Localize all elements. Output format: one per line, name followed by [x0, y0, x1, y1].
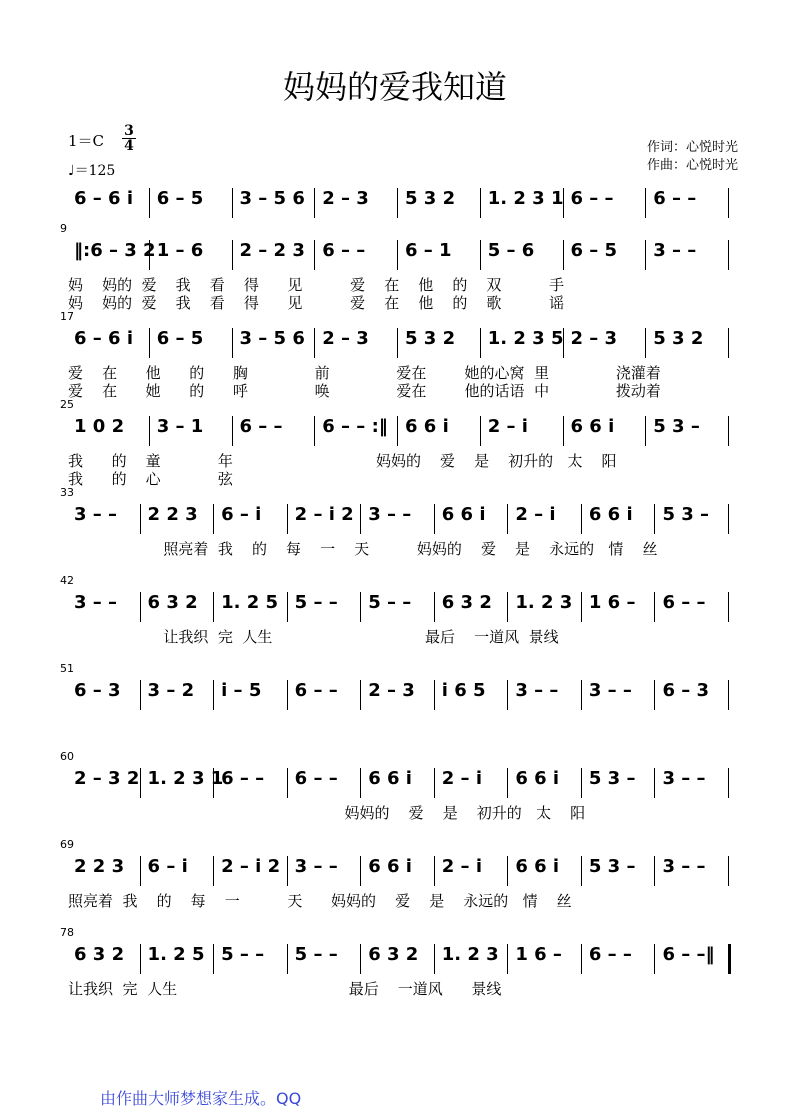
score-system: [68, 328, 730, 358]
score-system: [68, 768, 730, 798]
barline: [507, 592, 508, 622]
barline: [213, 768, 214, 798]
barline: [287, 504, 288, 534]
measure-notes: 6 6 i: [515, 856, 560, 877]
measure-notes: 6 – –: [294, 680, 338, 701]
lyric-line: 爱 在 她 的 呼 唤 爱在 他的话语 中 拨动着: [68, 382, 661, 400]
measure-notes: 6 – 6 i: [74, 188, 134, 209]
barline: [287, 944, 288, 974]
measure-notes: 1 6 –: [515, 944, 562, 965]
measure-notes: 3 – –: [515, 680, 559, 701]
barline: [581, 680, 582, 710]
barline: [507, 504, 508, 534]
measure-notes: 6 3 2: [368, 944, 419, 965]
barline: [728, 944, 731, 974]
measure-notes: 6 6 i: [515, 768, 560, 789]
measure-number: 42: [60, 574, 74, 587]
measure-number: 17: [60, 310, 74, 323]
barline: [645, 188, 646, 218]
measure-notes: 2 – i: [515, 504, 556, 525]
barline: [140, 504, 141, 534]
measure-notes: 1 6 –: [588, 592, 636, 613]
barline: [287, 680, 288, 710]
measure-notes: 3 – 1: [156, 416, 204, 437]
barline: [140, 768, 141, 798]
barline: [654, 504, 655, 534]
barline: [314, 240, 315, 270]
barline: [645, 416, 646, 446]
measure-notes: 3 – 5 6: [239, 188, 305, 209]
barline: [581, 768, 582, 798]
measure-notes: 6 6 i: [368, 856, 412, 877]
measure-notes: 3 – –: [588, 680, 632, 701]
barline: [563, 240, 564, 270]
measure-notes: 5 3 –: [653, 416, 700, 437]
barline: [581, 856, 582, 886]
measure-notes: 2 2 3: [147, 504, 198, 525]
measure-notes: 6 – 6 i: [74, 328, 134, 349]
measure-number: 51: [60, 662, 74, 675]
score-system: [68, 944, 730, 974]
lyric-line: 我 的 心 弦: [68, 470, 233, 488]
score-system: [68, 680, 730, 710]
barline: [213, 944, 214, 974]
barline: [434, 768, 435, 798]
lyric-line: 我 的 童 年 妈妈的 爱 是 初升的 太 阳: [68, 452, 617, 470]
barline: [149, 240, 150, 270]
barline: [728, 188, 729, 218]
score-system: [68, 592, 730, 622]
lyric-line: 让我织 完 人生 最后 一道风 景线: [68, 980, 502, 998]
measure-notes: 2 – 3: [368, 680, 415, 701]
measure-notes: 1. 2 3 5: [487, 328, 564, 349]
measure-notes: 6 – –: [570, 188, 614, 209]
barline: [645, 328, 646, 358]
barline: [563, 328, 564, 358]
measure-notes: 2 2 3: [74, 856, 125, 877]
barline: [360, 768, 361, 798]
measure-notes: 2 – i: [441, 856, 482, 877]
barline: [581, 592, 582, 622]
lyric-line: 妈妈的 爱 是 初升的 太 阳: [68, 804, 586, 822]
barline: [397, 240, 398, 270]
measure-notes: 6 – 1: [405, 240, 452, 261]
measure-number: 9: [60, 222, 67, 235]
tempo-marking: [68, 160, 115, 180]
measure-notes: 1 0 2: [74, 416, 125, 437]
measure-number: 60: [60, 750, 74, 763]
measure-notes: 2 – i: [441, 768, 482, 789]
measure-notes: 3 – 5 6: [239, 328, 305, 349]
barline: [397, 416, 398, 446]
barline: [507, 768, 508, 798]
measure-notes: 6 – 5: [570, 240, 618, 261]
tempo-value: ＝125: [74, 163, 116, 179]
barline: [213, 680, 214, 710]
measure-notes: 6 – –‖: [662, 944, 715, 965]
lyric-line: 妈 妈的 爱 我 看 得 见 爱 在 他 的 双 手: [68, 276, 565, 294]
measure-notes: 6 6 i: [570, 416, 615, 437]
barline: [149, 416, 150, 446]
barline: [480, 188, 481, 218]
score-system: [68, 856, 730, 886]
measure-notes: i – 5: [221, 680, 262, 701]
barline: [480, 328, 481, 358]
barline: [232, 328, 233, 358]
measure-notes: 6 – 3: [662, 680, 710, 701]
barline: [232, 416, 233, 446]
measure-notes: 3 – –: [294, 856, 338, 877]
barline: [314, 188, 315, 218]
barline: [360, 944, 361, 974]
barline: [728, 328, 729, 358]
measure-notes: 6 – 5: [156, 188, 204, 209]
score-system: [68, 188, 730, 218]
score-system: [68, 240, 730, 270]
measure-notes: 6 – – :‖: [322, 416, 388, 437]
measure-notes: 1. 2 3 1: [487, 188, 564, 209]
lyric-line: 让我织 完 人生 最后 一道风 景线: [68, 628, 559, 646]
barline: [360, 680, 361, 710]
barline: [140, 944, 141, 974]
measure-notes: 5 – 6: [487, 240, 535, 261]
measure-notes: 5 3 –: [662, 504, 710, 525]
composer-credit: 作曲：心悦时光: [646, 158, 738, 173]
measure-notes: 6 6 i: [588, 504, 633, 525]
measure-notes: 5 – –: [368, 592, 412, 613]
measure-notes: 5 3 2: [405, 188, 456, 209]
barline: [728, 592, 729, 622]
barline: [654, 944, 655, 974]
barline: [149, 188, 150, 218]
measure-notes: 2 – i 2: [294, 504, 354, 525]
barline: [287, 768, 288, 798]
measure-notes: 2 – 2 3: [239, 240, 305, 261]
barline: [149, 328, 150, 358]
measure-notes: 6 3 2: [74, 944, 125, 965]
measure-notes: 6 – –: [239, 416, 283, 437]
score-system: [68, 504, 730, 534]
barline: [213, 592, 214, 622]
measure-notes: 6 – –: [221, 768, 265, 789]
score-system: [68, 416, 730, 446]
measure-notes: 6 – i: [147, 856, 188, 877]
barline: [287, 856, 288, 886]
measure-notes: 3 – –: [74, 592, 118, 613]
barline: [563, 416, 564, 446]
barline: [314, 328, 315, 358]
lyric-line: 照亮着 我 的 每 一 天 妈妈的 爱 是 永远的 情 丝: [68, 892, 572, 910]
lyric-line: 妈 妈的 爱 我 看 得 见 爱 在 他 的 歌 谣: [68, 294, 565, 312]
barline: [232, 240, 233, 270]
time-signature: [122, 124, 136, 153]
barline: [434, 504, 435, 534]
measure-notes: 6 – –: [662, 592, 706, 613]
barline: [728, 504, 729, 534]
barline: [654, 856, 655, 886]
barline: [507, 944, 508, 974]
measure-notes: 1. 2 3 1: [147, 768, 224, 789]
measure-notes: 2 – 3: [570, 328, 618, 349]
barline: [507, 680, 508, 710]
lyric-line: 爱 在 他 的 胸 前 爱在 她的心窝 里 浇灌着: [68, 364, 661, 382]
barline: [654, 680, 655, 710]
song-title: 妈妈的爱我知道: [282, 68, 507, 106]
measure-notes: 6 6 i: [368, 768, 412, 789]
measure-notes: 1. 2 3: [515, 592, 573, 613]
measure-number: 25: [60, 398, 74, 411]
measure-notes: 1. 2 5: [221, 592, 279, 613]
measure-notes: 5 3 –: [588, 768, 636, 789]
barline: [287, 592, 288, 622]
measure-notes: i 6 5: [441, 680, 486, 701]
measure-notes: 6 – 5: [156, 328, 204, 349]
key-signature: 1＝C: [68, 132, 105, 150]
barline: [434, 592, 435, 622]
quarter-note-icon: ♩: [68, 163, 75, 179]
measure-notes: 2 – 3 2: [74, 768, 140, 789]
measure-notes: 6 3 2: [147, 592, 198, 613]
barline: [397, 328, 398, 358]
measure-notes: 5 3 –: [588, 856, 636, 877]
barline: [654, 768, 655, 798]
measure-number: 69: [60, 838, 74, 851]
measure-notes: 3 – –: [662, 856, 706, 877]
measure-notes: 2 – 3: [322, 188, 369, 209]
barline: [140, 680, 141, 710]
barline: [645, 240, 646, 270]
barline: [360, 856, 361, 886]
barline: [434, 944, 435, 974]
barline: [360, 592, 361, 622]
measure-notes: 3 – –: [74, 504, 118, 525]
measure-notes: 5 3 2: [405, 328, 456, 349]
time-signature-top: 3: [122, 124, 136, 139]
measure-notes: 2 – i 2: [221, 856, 281, 877]
measure-notes: 1. 2 5: [147, 944, 205, 965]
barline: [140, 592, 141, 622]
measure-notes: 2 – 3: [322, 328, 369, 349]
barline: [728, 416, 729, 446]
barline: [434, 680, 435, 710]
measure-notes: ‖:6 – 3 2: [74, 240, 156, 261]
measure-number: 33: [60, 486, 74, 499]
barline: [232, 188, 233, 218]
measure-notes: 1 – 6: [156, 240, 204, 261]
barline: [563, 188, 564, 218]
measure-number: 78: [60, 926, 74, 939]
measure-notes: 6 3 2: [441, 592, 492, 613]
barline: [581, 944, 582, 974]
barline: [654, 592, 655, 622]
measure-notes: 6 – 3: [74, 680, 121, 701]
barline: [314, 416, 315, 446]
barline: [213, 504, 214, 534]
barline: [480, 240, 481, 270]
barline: [728, 240, 729, 270]
measure-notes: 6 – –: [322, 240, 366, 261]
barline: [434, 856, 435, 886]
measure-notes: 5 3 2: [653, 328, 704, 349]
measure-notes: 3 – –: [368, 504, 412, 525]
barline: [581, 504, 582, 534]
measure-notes: 5 – –: [294, 944, 338, 965]
measure-notes: 5 – –: [221, 944, 265, 965]
barline: [213, 856, 214, 886]
measure-notes: 6 – –: [294, 768, 338, 789]
lyricist-credit: 作词：心悦时光: [646, 140, 738, 155]
measure-notes: 3 – 2: [147, 680, 195, 701]
measure-notes: 5 – –: [294, 592, 338, 613]
measure-notes: 6 6 i: [441, 504, 486, 525]
barline: [728, 768, 729, 798]
time-signature-bottom: 4: [124, 138, 134, 154]
measure-notes: 6 – –: [588, 944, 632, 965]
barline: [728, 680, 729, 710]
measure-notes: 6 – i: [221, 504, 262, 525]
barline: [728, 856, 729, 886]
footer-credit: 由作曲大师梦想家生成。QQ: [100, 1089, 302, 1108]
barline: [397, 188, 398, 218]
measure-notes: 6 6 i: [405, 416, 449, 437]
measure-notes: 2 – i: [487, 416, 528, 437]
barline: [507, 856, 508, 886]
measure-notes: 3 – –: [653, 240, 697, 261]
barline: [480, 416, 481, 446]
barline: [140, 856, 141, 886]
barline: [360, 504, 361, 534]
measure-notes: 1. 2 3: [441, 944, 499, 965]
measure-notes: 3 – –: [662, 768, 706, 789]
lyric-line: 照亮着 我 的 每 一 天 妈妈的 爱 是 永远的 情 丝: [68, 540, 658, 558]
measure-notes: 6 – –: [653, 188, 697, 209]
